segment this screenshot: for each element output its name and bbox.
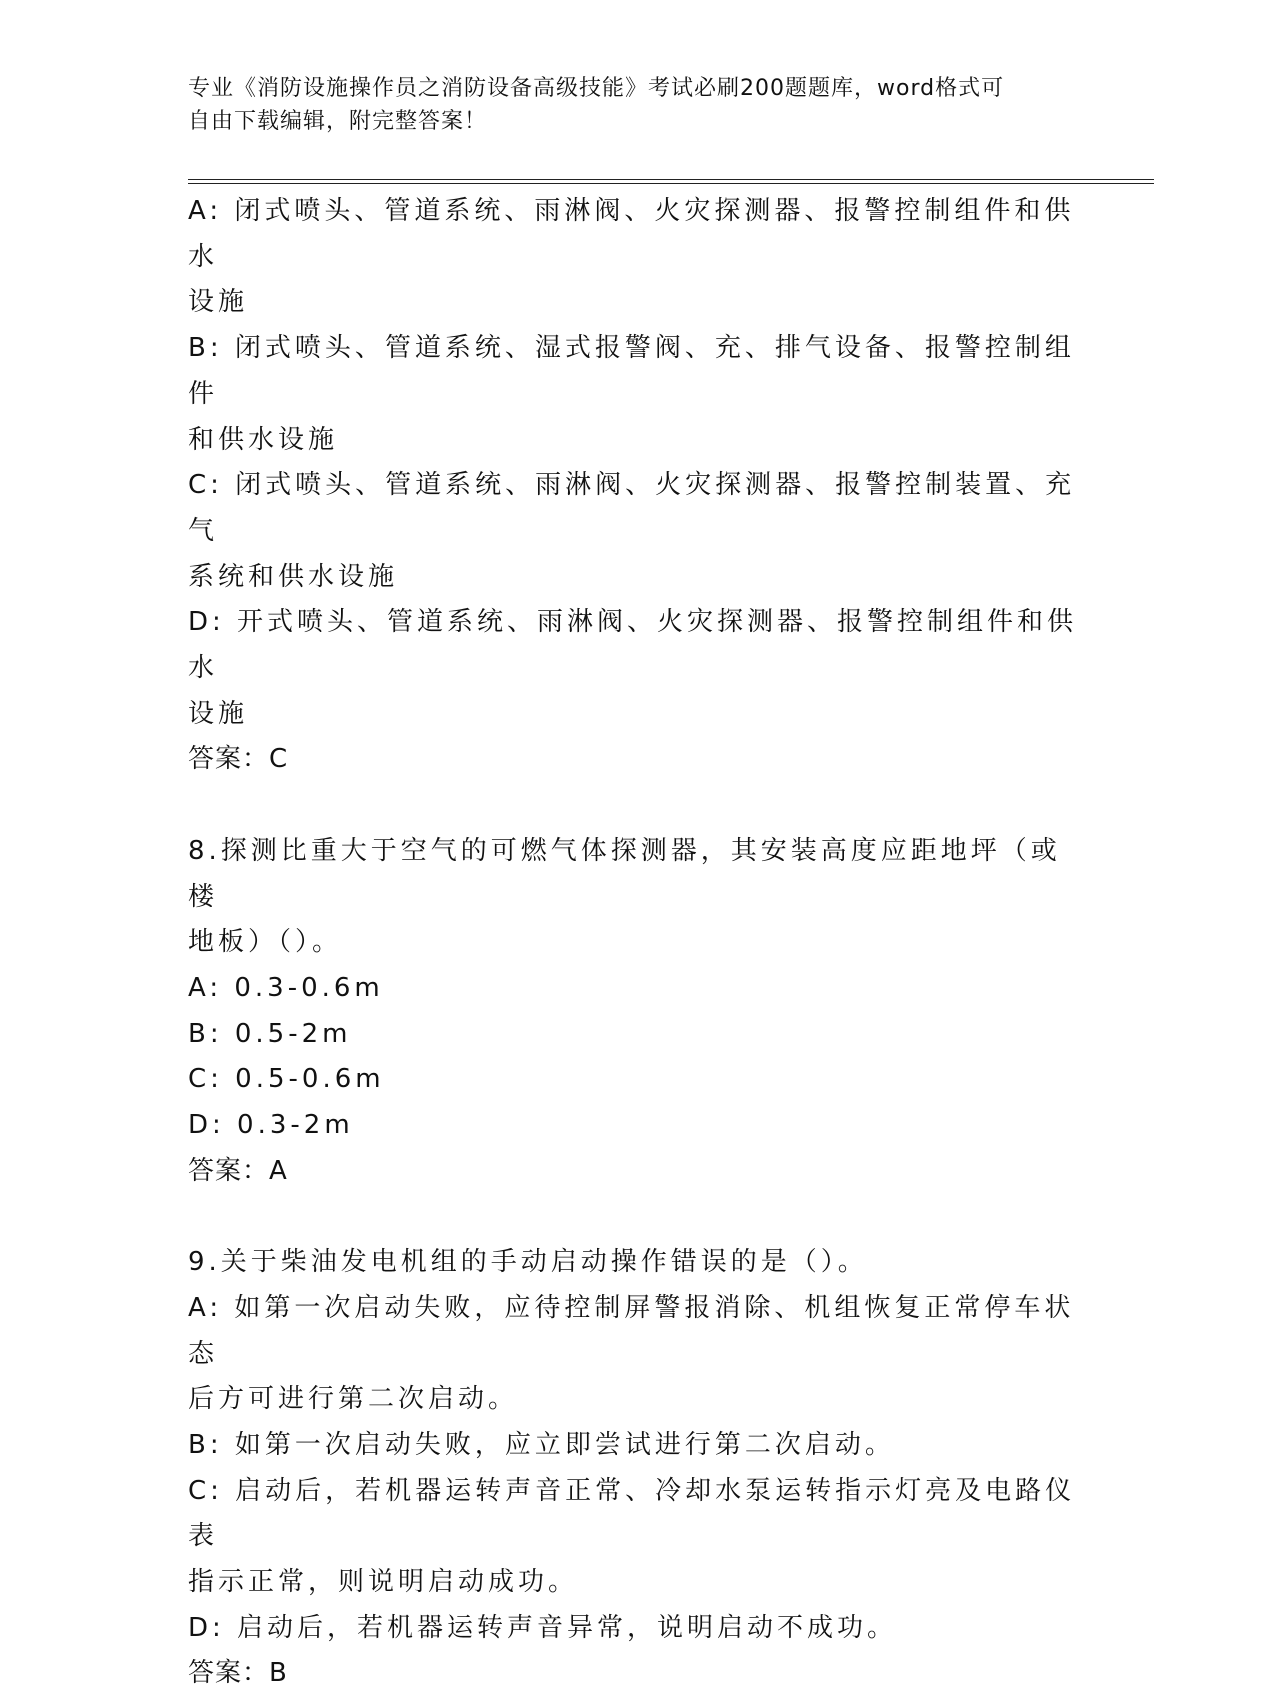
option-a-line-2: 后方可进行第二次启动。 [188, 1384, 519, 1415]
header-line-1: 专业《消防设施操作员之消防设备高级技能》考试必刷200题题库，word格式可 [188, 76, 1005, 101]
option-a-line-2: 设施 [188, 287, 249, 318]
option-c-line-2: 指示正常，则说明启动成功。 [188, 1567, 579, 1598]
question-stem: 9.关于柴油发电机组的手动启动操作错误的是（）。 [188, 1247, 868, 1278]
option-d: D: 0.3-2m [188, 1110, 354, 1141]
answer-label: 答案：C [188, 744, 289, 775]
option-a: A: 0.3-0.6m [188, 972, 384, 1003]
option-d: D: 启动后，若机器运转声音异常，说明启动不成功。 [188, 1612, 898, 1643]
answer-label: 答案：B [188, 1658, 288, 1689]
header-divider-top [188, 179, 1154, 180]
option-d-line-1: D: 开式喷头、管道系统、雨淋阀、火灾探测器、报警控制组件和供水 [188, 607, 1078, 684]
question-8 [188, 829, 1078, 1195]
document-header [188, 72, 1068, 138]
option-c-line-1: C: 启动后，若机器运转声音正常、冷却水泵运转指示灯亮及电路仪表 [188, 1475, 1076, 1552]
option-b: B: 如第一次启动失败，应立即尝试进行第二次启动。 [188, 1429, 895, 1460]
answer-label: 答案：A [188, 1155, 288, 1186]
option-b-line-2: 和供水设施 [188, 424, 339, 455]
option-d-line-2: 设施 [188, 698, 249, 729]
option-b-line-1: B: 闭式喷头、管道系统、湿式报警阀、充、排气设备、报警控制组件 [188, 333, 1075, 409]
header-divider-bottom [188, 183, 1154, 184]
option-b: B: 0.5-2m [188, 1018, 352, 1049]
question-9 [188, 1240, 1078, 1697]
question-stem-line-2: 地板）（）。 [188, 927, 343, 958]
question-7 [188, 189, 1078, 783]
option-c-line-1: C: 闭式喷头、管道系统、雨淋阀、火灾探测器、报警控制装置、充气 [188, 470, 1076, 546]
question-stem-line-1: 8.探测比重大于空气的可燃气体探测器，其安装高度应距地坪（或楼 [188, 835, 1061, 912]
option-c: C: 0.5-0.6m [188, 1064, 385, 1095]
question-spacer [188, 1194, 1078, 1240]
option-a-line-1: A: 闭式喷头、管道系统、雨淋阀、火灾探测器、报警控制组件和供水 [188, 196, 1075, 272]
question-spacer [188, 783, 1078, 829]
question-list [188, 189, 1078, 1697]
option-c-line-2: 系统和供水设施 [188, 561, 399, 592]
header-line-2: 自由下载编辑，附完整答案！ [188, 109, 488, 134]
option-a-line-1: A: 如第一次启动失败，应待控制屏警报消除、机组恢复正常停车状态 [188, 1292, 1075, 1369]
